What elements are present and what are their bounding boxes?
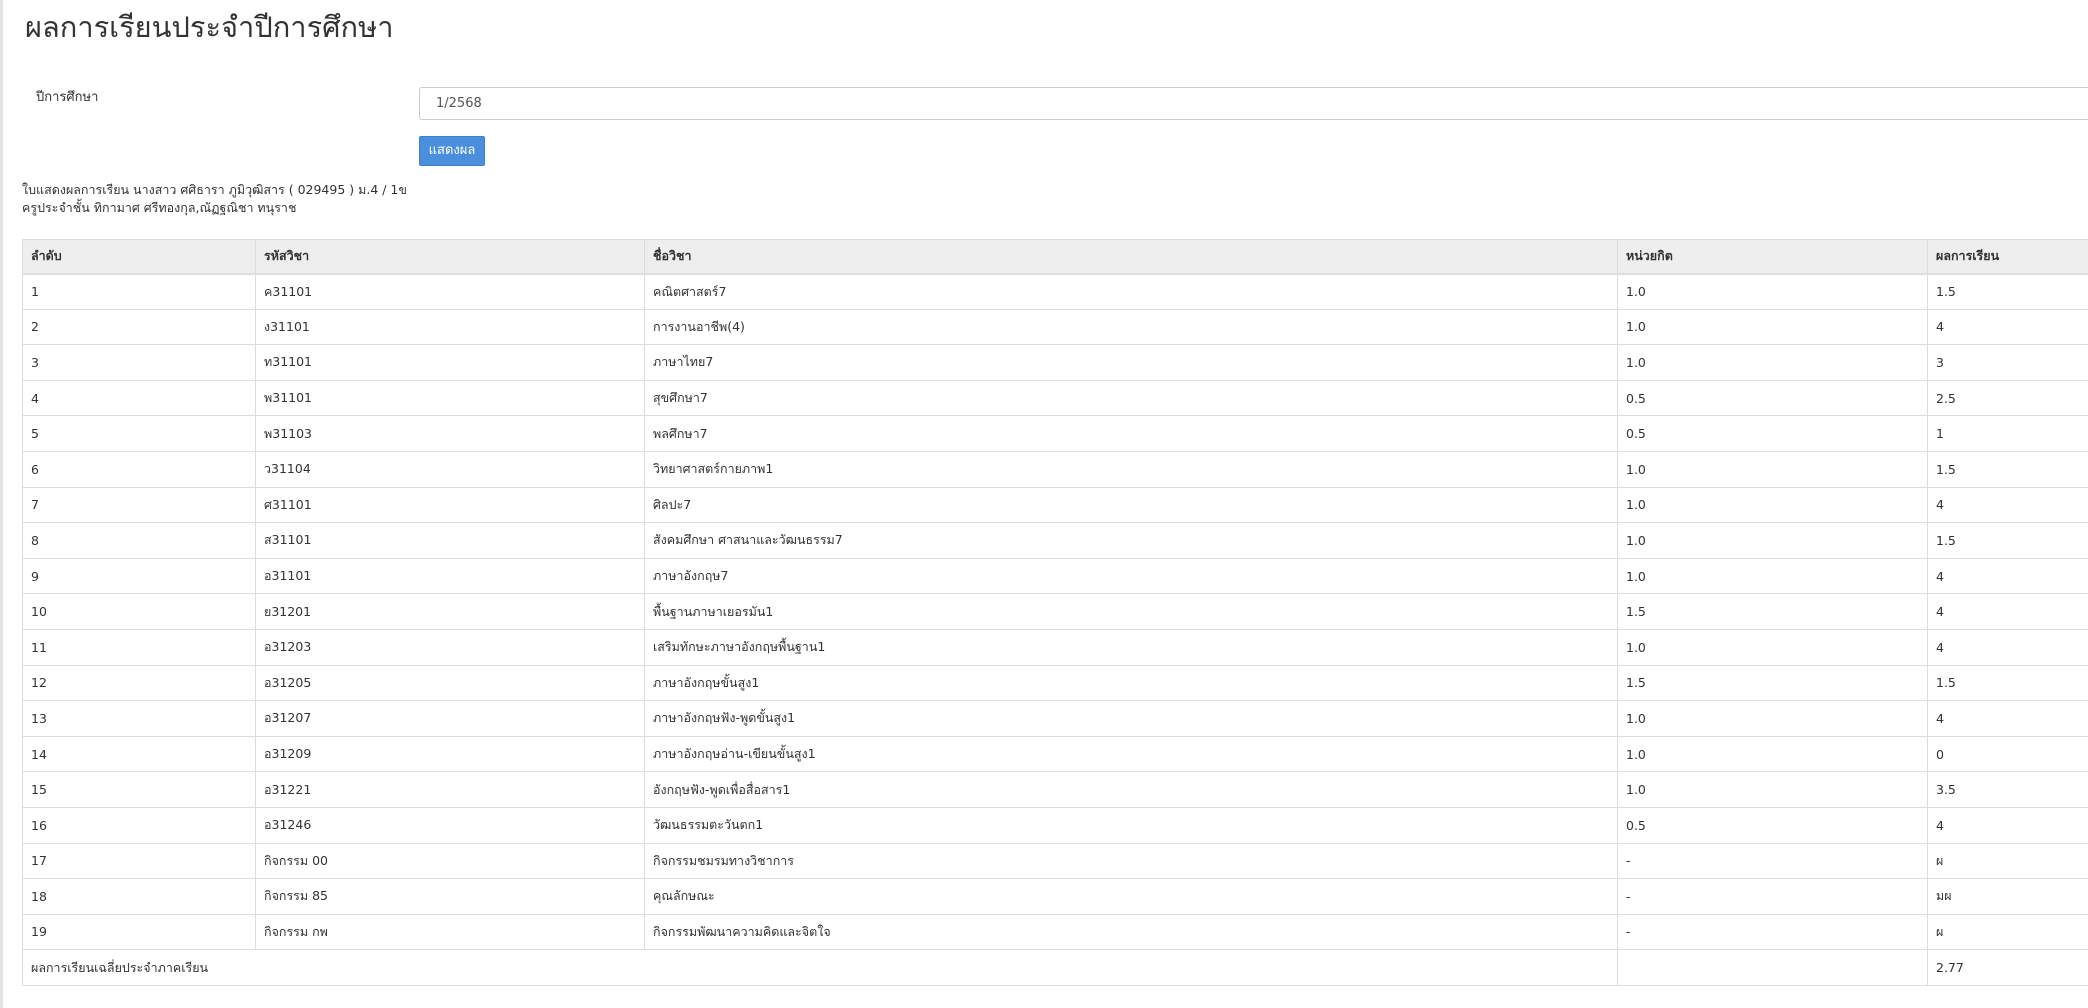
cell-subject-code: อ31207 xyxy=(256,701,645,737)
cell-subject-name: ภาษาอังกฤษ7 xyxy=(645,558,1618,594)
cell-subject-code: อ31203 xyxy=(256,629,645,665)
cell-subject-code: ท31101 xyxy=(256,345,645,381)
cell-order: 15 xyxy=(23,772,256,808)
cell-order: 7 xyxy=(23,487,256,523)
table-row xyxy=(23,879,2088,915)
cell-subject-name: ภาษาอังกฤษขั้นสูง1 xyxy=(645,665,1618,701)
cell-subject-code: ว31104 xyxy=(256,451,645,487)
table-row xyxy=(23,345,2088,381)
header-credits: หน่วยกิต xyxy=(1618,240,1928,274)
cell-subject-name: ศิลปะ7 xyxy=(645,487,1618,523)
cell-order: 19 xyxy=(23,914,256,950)
cell-subject-code: อ31205 xyxy=(256,665,645,701)
cell-credits: 1.0 xyxy=(1618,558,1928,594)
cell-credits: 0.5 xyxy=(1618,807,1928,843)
table-row xyxy=(23,594,2088,630)
cell-credits: 1.0 xyxy=(1618,309,1928,345)
cell-subject-code: กิจกรรม 85 xyxy=(256,879,645,915)
cell-grade: ผ xyxy=(1928,843,2088,879)
cell-order: 5 xyxy=(23,416,256,452)
cell-grade: 4 xyxy=(1928,701,2088,737)
cell-grade: 1.5 xyxy=(1928,451,2088,487)
table-row xyxy=(23,807,2088,843)
table-row xyxy=(23,380,2088,416)
cell-credits: 1.0 xyxy=(1618,523,1928,559)
cell-order: 11 xyxy=(23,629,256,665)
table-body xyxy=(23,274,2088,950)
cell-subject-name: อังกฤษฟัง-พูดเพื่อสื่อสาร1 xyxy=(645,772,1618,808)
cell-credits: 1.0 xyxy=(1618,629,1928,665)
cell-subject-name: การงานอาชีพ(4) xyxy=(645,309,1618,345)
cell-credits: 0.5 xyxy=(1618,380,1928,416)
cell-grade: 3 xyxy=(1928,345,2088,381)
cell-grade: 4 xyxy=(1928,309,2088,345)
show-results-button[interactable]: แสดงผล xyxy=(419,136,485,166)
cell-subject-code: อ31221 xyxy=(256,772,645,808)
table-header-row xyxy=(23,240,2088,274)
cell-order: 18 xyxy=(23,879,256,915)
cell-order: 12 xyxy=(23,665,256,701)
header-order: ลำดับ xyxy=(23,240,256,274)
grades-table xyxy=(22,239,2088,986)
cell-order: 16 xyxy=(23,807,256,843)
cell-order: 13 xyxy=(23,701,256,737)
homeroom-teacher-line: ครูประจำชั้น ทิกามาศ ศรีทองกุล,ณัฏฐณิชา ทนุราช xyxy=(22,200,297,215)
table-row xyxy=(23,736,2088,772)
summary-row xyxy=(23,950,2088,986)
cell-subject-name: กิจกรรมพัฒนาความคิดและจิตใจ xyxy=(645,914,1618,950)
cell-order: 17 xyxy=(23,843,256,879)
cell-subject-name: กิจกรรมชมรมทางวิชาการ xyxy=(645,843,1618,879)
cell-order: 8 xyxy=(23,523,256,559)
cell-subject-code: ง31101 xyxy=(256,309,645,345)
student-info-line: ใบแสดงผลการเรียน นางสาว ศศิธารา ภูมิวุฒิสาร ( 029495 ) ม.4 / 1ข xyxy=(22,182,407,197)
cell-credits: 0.5 xyxy=(1618,416,1928,452)
cell-credits: 1.5 xyxy=(1618,594,1928,630)
cell-credits: 1.0 xyxy=(1618,736,1928,772)
year-select[interactable]: 1/2568 xyxy=(419,87,2088,120)
cell-subject-name: สังคมศึกษา ศาสนาและวัฒนธรรม7 xyxy=(645,523,1618,559)
cell-subject-name: พลศึกษา7 xyxy=(645,416,1618,452)
cell-grade: 4 xyxy=(1928,558,2088,594)
cell-grade: 1.5 xyxy=(1928,274,2088,310)
cell-credits: - xyxy=(1618,914,1928,950)
cell-subject-code: อ31101 xyxy=(256,558,645,594)
cell-grade: 4 xyxy=(1928,487,2088,523)
summary-gpa: 2.77 xyxy=(1928,950,2088,986)
cell-subject-name: คณิตศาสตร์7 xyxy=(645,274,1618,310)
table-row xyxy=(23,629,2088,665)
cell-grade: 1.5 xyxy=(1928,665,2088,701)
cell-subject-name: พื้นฐานภาษาเยอรมัน1 xyxy=(645,594,1618,630)
cell-order: 10 xyxy=(23,594,256,630)
cell-order: 14 xyxy=(23,736,256,772)
cell-credits: - xyxy=(1618,879,1928,915)
table-row xyxy=(23,451,2088,487)
cell-credits: 1.0 xyxy=(1618,772,1928,808)
header-subject-code: รหัสวิชา xyxy=(256,240,645,274)
cell-order: 4 xyxy=(23,380,256,416)
table-row xyxy=(23,701,2088,737)
cell-grade: 4 xyxy=(1928,629,2088,665)
cell-grade: 4 xyxy=(1928,807,2088,843)
cell-grade: มผ xyxy=(1928,879,2088,915)
cell-grade: ผ xyxy=(1928,914,2088,950)
cell-credits: 1.0 xyxy=(1618,451,1928,487)
cell-subject-name: เสริมทักษะภาษาอังกฤษพื้นฐาน1 xyxy=(645,629,1618,665)
cell-credits: 1.0 xyxy=(1618,701,1928,737)
table-row xyxy=(23,309,2088,345)
cell-order: 1 xyxy=(23,274,256,310)
year-label: ปีการศึกษา xyxy=(36,90,99,105)
cell-subject-name: ภาษาไทย7 xyxy=(645,345,1618,381)
cell-subject-name: ภาษาอังกฤษฟัง-พูดขั้นสูง1 xyxy=(645,701,1618,737)
cell-credits: 1.5 xyxy=(1618,665,1928,701)
cell-subject-code: ค31101 xyxy=(256,274,645,310)
cell-subject-code: อ31246 xyxy=(256,807,645,843)
cell-subject-code: กิจกรรม กพ xyxy=(256,914,645,950)
cell-grade: 0 xyxy=(1928,736,2088,772)
page-title: ผลการเรียนประจำปีการศึกษา xyxy=(25,10,394,44)
header-subject-name: ชื่อวิชา xyxy=(645,240,1618,274)
cell-order: 3 xyxy=(23,345,256,381)
student-info xyxy=(22,181,407,217)
cell-credits: - xyxy=(1618,843,1928,879)
table-row xyxy=(23,523,2088,559)
header-grade: ผลการเรียน xyxy=(1928,240,2088,274)
summary-label: ผลการเรียนเฉลี่ยประจำภาคเรียน xyxy=(23,950,1618,986)
table-row xyxy=(23,416,2088,452)
cell-order: 2 xyxy=(23,309,256,345)
table-row xyxy=(23,914,2088,950)
cell-grade: 1.5 xyxy=(1928,523,2088,559)
cell-subject-code: กิจกรรม 00 xyxy=(256,843,645,879)
left-edge-border xyxy=(0,0,3,1008)
cell-subject-code: อ31209 xyxy=(256,736,645,772)
summary-empty-cell xyxy=(1618,950,1928,986)
cell-subject-name: คุณลักษณะ xyxy=(645,879,1618,915)
cell-subject-name: วัฒนธรรมตะวันตก1 xyxy=(645,807,1618,843)
table-row xyxy=(23,772,2088,808)
cell-grade: 4 xyxy=(1928,594,2088,630)
cell-subject-code: พ31101 xyxy=(256,380,645,416)
cell-subject-name: วิทยาศาสตร์กายภาพ1 xyxy=(645,451,1618,487)
cell-subject-name: สุขศึกษา7 xyxy=(645,380,1618,416)
cell-subject-code: ส31101 xyxy=(256,523,645,559)
cell-credits: 1.0 xyxy=(1618,487,1928,523)
cell-subject-code: พ31103 xyxy=(256,416,645,452)
cell-order: 9 xyxy=(23,558,256,594)
table-row xyxy=(23,843,2088,879)
cell-credits: 1.0 xyxy=(1618,274,1928,310)
table-row xyxy=(23,487,2088,523)
cell-subject-code: ย31201 xyxy=(256,594,645,630)
table-row xyxy=(23,665,2088,701)
cell-grade: 3.5 xyxy=(1928,772,2088,808)
cell-subject-code: ศ31101 xyxy=(256,487,645,523)
cell-order: 6 xyxy=(23,451,256,487)
cell-grade: 1 xyxy=(1928,416,2088,452)
cell-subject-name: ภาษาอังกฤษอ่าน-เขียนขั้นสูง1 xyxy=(645,736,1618,772)
table-row xyxy=(23,274,2088,310)
cell-grade: 2.5 xyxy=(1928,380,2088,416)
cell-credits: 1.0 xyxy=(1618,345,1928,381)
table-row xyxy=(23,558,2088,594)
